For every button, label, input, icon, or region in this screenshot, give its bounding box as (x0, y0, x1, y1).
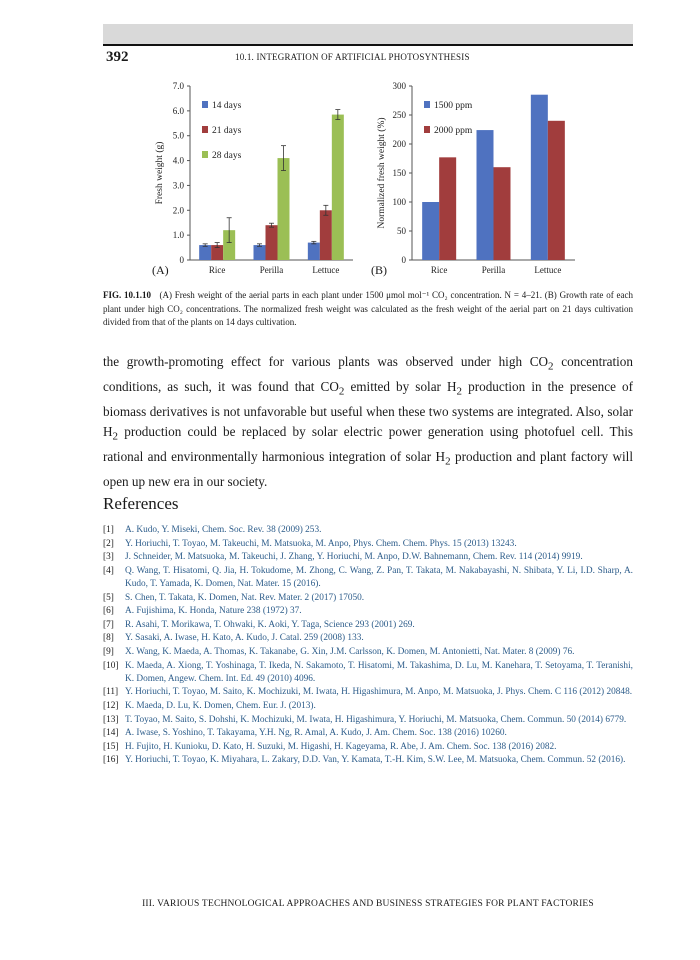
x-category-label: Rice (430, 265, 448, 275)
x-category-label: Rice (208, 265, 226, 275)
reference-item[interactable] (103, 619, 633, 632)
y-tick-label: 0 (179, 255, 184, 265)
y-axis-label: Fresh weight (g) (155, 141, 165, 205)
reference-item[interactable] (103, 592, 633, 605)
reference-number: [7] (103, 619, 114, 630)
bar-28-days (278, 158, 290, 260)
bar-1500-ppm (422, 202, 439, 260)
panel-label-b: (B) (371, 263, 387, 277)
reference-text[interactable]: A. Kudo, Y. Miseki, Chem. Soc. Rev. 38 (2009) 253. (125, 525, 322, 535)
reference-item[interactable] (103, 538, 633, 551)
page-number: 392 (106, 49, 129, 65)
legend-label: 1500 ppm (434, 101, 473, 111)
reference-item[interactable] (103, 605, 633, 618)
y-tick-label: 250 (392, 110, 406, 120)
running-head: 10.1. INTEGRATION OF ARTIFICIAL PHOTOSYNTHESIS (235, 52, 470, 62)
bar-21-days (320, 210, 332, 260)
reference-text[interactable]: H. Fujito, H. Kunioku, D. Kato, H. Suzuki, M. Higashi, H. Kageyama, R. Abe, J. Am. Chem. Soc. 138 (2016) 2082. (125, 741, 557, 752)
reference-number: [12] (103, 700, 119, 711)
legend-swatch (424, 126, 430, 133)
y-tick-label: 2.0 (172, 205, 184, 216)
reference-text[interactable]: Y. Sasaki, A. Iwase, H. Kato, A. Kudo, J. Catal. 259 (2008) 133. (125, 633, 364, 644)
bar-14-days (254, 245, 266, 260)
reference-item[interactable] (103, 686, 633, 699)
reference-item[interactable] (103, 714, 633, 727)
legend-swatch (202, 126, 208, 133)
bar-2000-ppm (548, 121, 565, 260)
reference-item[interactable] (103, 660, 633, 686)
reference-text[interactable]: J. Schneider, M. Matsuoka, M. Takeuchi, J. Zhang, Y. Horiuchi, M. Anpo, D.W. Bahnemann, Chem. Rev. 114 (2014) 9919. (125, 552, 583, 563)
reference-item[interactable] (103, 754, 633, 767)
bar-28-days (332, 115, 344, 260)
bar-14-days (308, 243, 320, 260)
legend-label: 14 days (212, 101, 242, 111)
reference-text[interactable]: X. Wang, K. Maeda, A. Thomas, K. Takanabe, G. Xin, J.M. Carlsson, K. Domen, M. Antonietti, Nat. Mater. 8 (2009) 76. (125, 646, 575, 657)
y-tick-label: 0 (401, 255, 406, 265)
bar-14-days (199, 245, 211, 260)
x-category-label: Lettuce (312, 265, 340, 275)
reference-text[interactable]: Y. Horiuchi, T. Toyao, M. Takeuchi, M. Matsuoka, M. Anpo, Phys. Chem. Chem. Phys. 15 (2013) 13243. (125, 538, 517, 549)
reference-text[interactable]: K. Maeda, A. Xiong, T. Yoshinaga, T. Ikeda, N. Sakamoto, T. Hisatomi, M. Takashima, D. Lu, M. Kanehara, T. Setoyama, T. Teranishi, K. Domen, Angew. Chem. Int. Ed. 49 (2010) 4096. (125, 660, 633, 684)
reference-text[interactable]: Y. Horiuchi, T. Toyao, K. Miyahara, L. Zakary, D.D. Van, Y. Kamata, T.-H. Kim, S.W. Lee, M. Matsuoka, Chem. Commun. 52 (2016). (125, 755, 626, 766)
reference-text[interactable]: R. Asahi, T. Morikawa, T. Ohwaki, K. Aoki, Y. Taga, Science 293 (2001) 269. (125, 619, 415, 630)
x-category-label: Perilla (481, 265, 506, 275)
reference-text[interactable]: A. Iwase, S. Yoshino, T. Takayama, Y.H. Ng, R. Amal, A. Kudo, J. Am. Chem. Soc. 138 (2016) 10260. (125, 728, 507, 739)
chart-normalized-fresh-weight (370, 78, 585, 278)
y-tick-label: 300 (392, 81, 406, 91)
y-tick-label: 6.0 (172, 105, 184, 116)
reference-text[interactable]: K. Maeda, D. Lu, K. Domen, Chem. Eur. J. (2013). (125, 700, 316, 711)
legend-label: 28 days (212, 151, 242, 161)
x-category-label: Lettuce (534, 265, 562, 275)
legend-swatch (424, 101, 430, 108)
bar-2000-ppm (494, 167, 511, 260)
y-tick-label: 7.0 (172, 81, 184, 91)
reference-number: [3] (103, 552, 114, 563)
reference-item[interactable] (103, 524, 633, 537)
references-heading: References (103, 494, 179, 513)
y-tick-label: 100 (392, 197, 406, 207)
legend-swatch (202, 101, 208, 108)
y-axis-label: Normalized fresh weight (%) (377, 117, 387, 229)
reference-item[interactable] (103, 565, 633, 591)
chart-fresh-weight (148, 78, 363, 278)
x-category-label: Perilla (259, 265, 284, 275)
reference-number: [14] (103, 728, 119, 739)
reference-item[interactable] (103, 646, 633, 659)
page-footer: III. VARIOUS TECHNOLOGICAL APPROACHES AND BUSINESS STRATEGIES FOR PLANT FACTORIES (142, 899, 594, 909)
panel-label-a: (A) (152, 263, 169, 277)
y-tick-label: 5.0 (172, 130, 184, 141)
legend-swatch (202, 151, 208, 158)
reference-item[interactable] (103, 741, 633, 754)
header-bar (103, 24, 633, 46)
figure-caption (103, 289, 633, 330)
reference-item[interactable] (103, 551, 633, 564)
figure-caption-text: (A) Fresh weight of the aerial parts in each plant under 1500 μmol mol⁻¹ CO₂ concentration. N = 4–21. (B) Growth rate of each plant under high CO₂ concentrations. The normalized fresh weight was calculated as the fresh weight of the aerial part on 21 days cultivation divided from that of the plants on 14 days cultivation. (103, 290, 633, 327)
reference-item[interactable] (103, 632, 633, 645)
reference-item[interactable] (103, 700, 633, 713)
y-tick-label: 4.0 (172, 155, 184, 166)
reference-number: [13] (103, 714, 119, 725)
bar-21-days (266, 225, 278, 260)
body-paragraph-text: the growth-promoting effect for various plants was observed under high $CO_2$ concentration conditions, as such, it was found that $CO_2$ emitted by solar $H_2$ production in the presence of biomass derivatives is not unfavorable but useful when these two systems are integrated. Also, solar $H_2$ production could be replaced by solar electric power generation using photofuel cell. This rational and environmentally harmonious integration of solar $H_2$ production and plant factory will open up new era in our society. (103, 354, 633, 490)
bar-1500-ppm (477, 130, 494, 260)
reference-number: [5] (103, 592, 114, 603)
y-tick-label: 3.0 (172, 180, 184, 191)
y-tick-label: 50 (397, 226, 406, 236)
bar-2000-ppm (439, 157, 456, 260)
body-paragraph (103, 352, 633, 492)
reference-number: [4] (103, 565, 114, 576)
reference-text[interactable]: Q. Wang, T. Hisatomi, Q. Jia, H. Tokudome, M. Zhong, C. Wang, Z. Pan, T. Takata, M. Nakabayashi, N. Shibata, Y. Li, I.D. Sharp, A. Kudo, T. Yamada, K. Domen, Nat. Mater. 15 (2016). (125, 565, 633, 589)
figure-caption-label: FIG. 10.1.10 (103, 290, 152, 300)
reference-number: [11] (103, 687, 119, 698)
references-list (103, 524, 633, 768)
bar-1500-ppm (531, 95, 548, 260)
y-tick-label: 150 (392, 168, 406, 178)
reference-number: [2] (103, 538, 114, 549)
reference-number: [10] (103, 660, 119, 671)
reference-number: [1] (103, 525, 114, 535)
reference-text[interactable]: Y. Horiuchi, T. Toyao, M. Saito, K. Mochizuki, M. Iwata, H. Higashimura, M. Anpo, M. Matsuoka, J. Phys. Chem. C 116 (2012) 20848. (125, 687, 633, 698)
reference-number: [6] (103, 606, 114, 617)
reference-number: [15] (103, 741, 119, 752)
reference-text[interactable]: T. Toyao, M. Saito, S. Dohshi, K. Mochizuki, M. Iwata, H. Higashimura, Y. Horiuchi, M. Matsuoka, Chem. Commun. 50 (2014) 6779. (125, 714, 627, 725)
reference-text[interactable]: A. Fujishima, K. Honda, Nature 238 (1972) 37. (125, 606, 302, 617)
legend-label: 21 days (212, 126, 242, 136)
legend-label: 2000 ppm (434, 126, 473, 136)
reference-number: [8] (103, 633, 114, 644)
reference-item[interactable] (103, 727, 633, 740)
y-tick-label: 1.0 (172, 230, 184, 241)
reference-number: [16] (103, 755, 119, 766)
reference-number: [9] (103, 646, 114, 657)
reference-text[interactable]: S. Chen, T. Takata, K. Domen, Nat. Rev. Mater. 2 (2017) 17050. (125, 592, 365, 603)
y-tick-label: 200 (392, 139, 406, 149)
